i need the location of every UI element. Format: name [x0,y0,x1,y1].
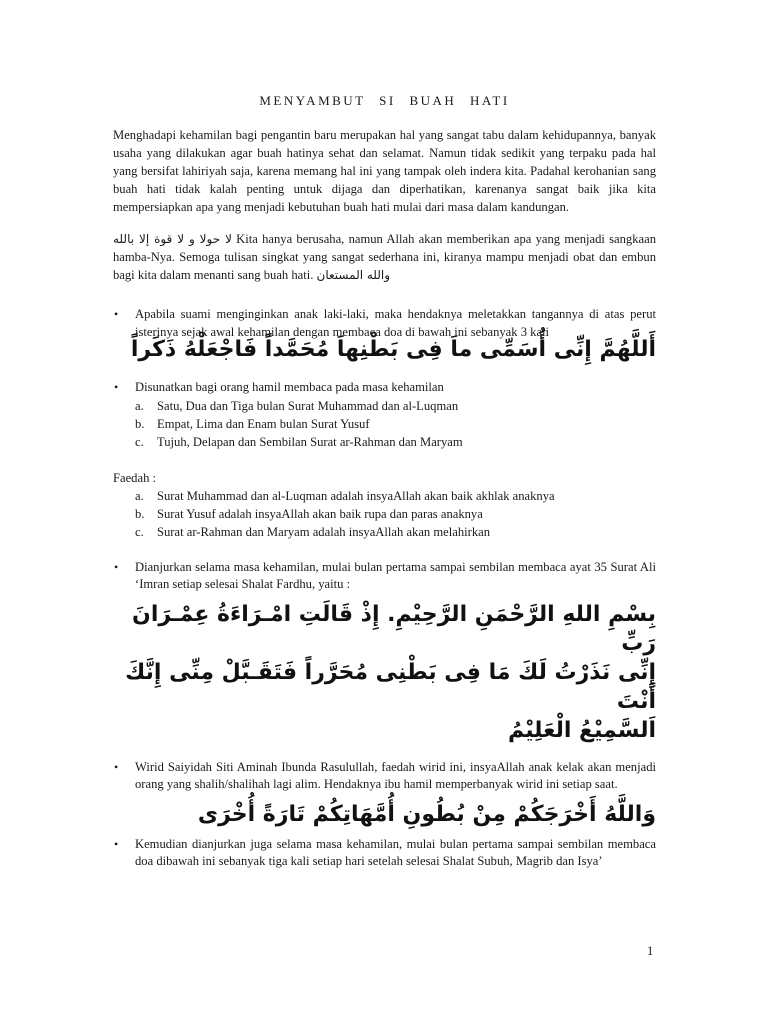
list-item: a. Surat Muhammad dan al-Luqman adalah insyaAllah akan baik akhlak anaknya [135,488,555,503]
hope-text: Kita hanya berusaha, namun Allah akan memberikan apa yang menjadi sangkaan hamba-Nya. Semoga tulisan singkat yang sangat sederhana ini, kiranya mampu menjadi obat dan embun bagi kita dalam menanti sang buah hati. [113,232,657,282]
arabic-phrase-hauqalah: لا حولا و لا قوة إلا بالله [113,232,232,246]
document-title: MENYAMBUT SI BUAH HATI [259,93,510,108]
bullet-icon: • [114,559,119,574]
list-item: c. Surat ar-Rahman dan Maryam adalah insyaAllah akan melahirkan [135,524,491,539]
list-item: b. Empat, Lima dan Enam bulan Surat Yusuf [135,416,370,431]
list-item: a. Satu, Dua dan Tiga bulan Surat Muhammad dan al-Luqman [135,398,459,413]
bullet-text: Kemudian dianjurkan juga selama masa kehamilan, mulai bulan pertama sampai sembilan membaca doa dibawah ini sebanyak tiga kali setiap hari setelah selesai Shalat Subuh, Magrib dan Isya’ [135,836,656,868]
arabic-verse-ali-imran [113,600,656,745]
bullet-item-daily-prayer [113,836,656,871]
hope-paragraph [113,230,656,284]
bullet-text: Apabila suami menginginkan anak laki-laki, maka hendaknya meletakkan tangannya di atas perut isterinya sejak awal kehamilan dengan membaca doa di bawah ini sebanyak 3 kali [135,307,656,339]
faedah-list [113,487,656,541]
document-page [113,93,656,871]
intro-paragraph: Menghadapi kehamilan bagi pengantin baru merupakan hal yang sangat tabu dalam kehidupannya, banyak usaha yang dilakukan agar buah hatinya sehat dan selamat. Namun tidak sedikit yang terpaku pada hal yang bersifat lahiriyah saja, karena memang hal ini yang tampak oleh indera kita. Padahal kerohanian sang buah hati tidak kalah penting untuk dijaga dan diperhatikan, karenanya sangat baik jika kita mempersiapkan apa yang menjadi kebutuhan buah hati mulai dari masa dalam kandungan. [113,128,656,214]
bullet-item-ali-imran [113,559,656,594]
arabic-prayer-son: أَللَّهُمَّ إِنِّى أُسَمِّى ماَ فِى بَطْنِهاَ مُحَمَّداً فَاجْعَلْهُ ذَكَراً [130,337,656,362]
surah-schedule-list [113,397,656,451]
bullet-icon: • [114,836,119,851]
bullet-text: Dianjurkan selama masa kehamilan, mulai bulan pertama sampai sembilan membaca ayat 35 Surat Ali ‘Imran setiap selesai Shalat Fardhu, yaitu : [135,559,656,591]
bullet-icon: • [114,759,119,774]
bullet-text: Disunatkan bagi orang hamil membaca pada masa kehamilan [135,380,444,394]
arabic-verse-line: اَلسَّمِيْعُ الْعَلِيْمُ [507,717,656,743]
bullet-icon: • [114,307,119,321]
faedah-heading: Faedah : [113,470,157,485]
bullet-item-son-prayer [113,306,656,341]
list-item: b. Surat Yusuf adalah insyaAllah akan baik rupa dan paras anaknya [135,506,483,521]
arabic-phrase-mustaan: والله المستعان [316,268,391,282]
arabic-verse-line: بِسْمِ اللهِ الرَّحْمَنِ الرَّحِيْمِ. إِذْ قَالَتِ امْـرَاءَةُ عِمْـرَانَ رَبِّ [132,601,656,656]
bullet-text: Wirid Saiyidah Siti Aminah Ibunda Rasulullah, faedah wirid ini, insyaAllah anak kelak akan menjadi orang yang shalih/shalihah lagi alim. Hendaknya ibu hamil memperbanyak wirid ini setiap saat. [135,759,656,791]
arabic-verse-line: إِنِّى نَذَرْتُ لَكَ مَا فِى بَطْنِى مُحَرَّراً فَتَقَـبَّلْ مِنِّى إِنَّكَ أَنْتَ [125,659,656,714]
list-item: c. Tujuh, Delapan dan Sembilan Surat ar-Rahman dan Maryam [135,434,463,449]
page-number: 1 [647,944,654,958]
bullet-icon: • [114,380,119,394]
bullet-item-wirid-aminah [113,759,656,794]
arabic-wirid: وَاللَّهُ أَخْرَجَكُمْ مِنْ بُطُونِ أُمَّهَاتِكُمْ تَارَةً أُخْرَى [197,801,656,827]
bullet-item-recommended-surahs [113,379,656,397]
